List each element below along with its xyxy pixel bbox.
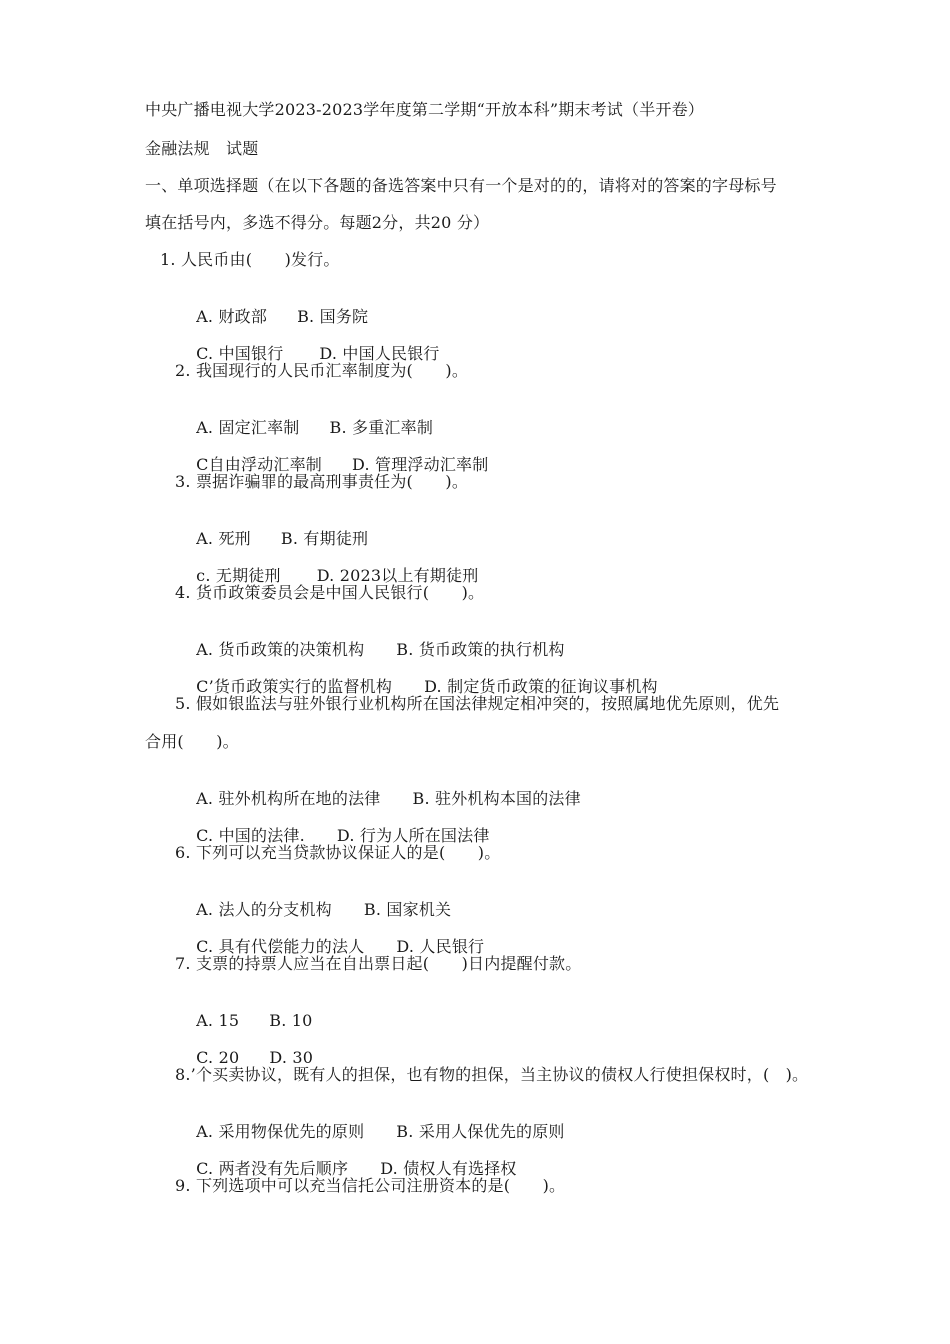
question-3: 3. 票据诈骗罪的最高刑事责任为( )。 xyxy=(175,472,469,491)
option-d: D. 制定货币政策的征询议事机构 xyxy=(424,677,658,696)
option-a: A. 死刑 xyxy=(196,529,251,548)
option-b: B. 国家机关 xyxy=(363,900,452,919)
option-b: B. 采用人保优先的原则 xyxy=(396,1122,565,1141)
option-d: D. 中国人民银行 xyxy=(319,344,440,363)
option-b: B. 国务院 xyxy=(297,307,369,326)
option-b: B. 驻外机构本国的法律 xyxy=(412,789,581,808)
option-a: A. 法人的分支机构 xyxy=(196,900,332,919)
question-6: 6. 下列可以充当贷款协议保证人的是( )。 xyxy=(175,843,501,862)
option-b: B. 10 xyxy=(269,1011,313,1030)
question-1: 1. 人民币由( )发行。 xyxy=(160,250,340,269)
option-c: C’货币政策实行的监督机构 xyxy=(196,677,393,696)
option-c: C自由浮动汇率制 xyxy=(196,455,322,474)
option-a: A. 采用物保优先的原则 xyxy=(196,1122,365,1141)
option-c: C. 20 xyxy=(196,1048,240,1067)
question-2: 2. 我国现行的人民币汇率制度为( )。 xyxy=(175,361,469,380)
option-c: C. 两者没有先后顺序 xyxy=(196,1159,349,1178)
option-d: D. 30 xyxy=(269,1048,314,1067)
option-b: B. 有期徒刑 xyxy=(280,529,369,548)
option-d: D. 2023以上有期徒刑 xyxy=(316,566,479,585)
option-c: C. 中国银行 xyxy=(196,344,284,363)
exam-title: 中央广播电视大学2023-2023学年度第二学期“开放本科”期末考试（半开卷） xyxy=(145,100,705,119)
option-b: B. 货币政策的执行机构 xyxy=(396,640,565,659)
section-heading-cont: 填在括号内，多选不得分。每题2分，共20 分） xyxy=(145,213,490,232)
question-5-cont: 合用( )。 xyxy=(145,732,239,751)
option-a: A. 驻外机构所在地的法律 xyxy=(196,789,381,808)
option-c: C. 具有代偿能力的法人 xyxy=(196,937,365,956)
section-heading: 一、单项选择题（在以下各题的备选答案中只有一个是对的的，请将对的答案的字母标号 xyxy=(145,176,777,195)
option-d: D. 行为人所在国法律 xyxy=(336,826,490,845)
option-d: D. 管理浮动汇率制 xyxy=(352,455,489,474)
question-5: 5. 假如银监法与驻外银行业机构所在国法律规定相冲突的，按照属地优先原则，优先 xyxy=(175,694,780,713)
option-a: A. 固定汇率制 xyxy=(196,418,300,437)
option-a: A. 货币政策的决策机构 xyxy=(196,640,365,659)
option-a: A. 财政部 xyxy=(196,307,268,326)
option-d: D. 人民银行 xyxy=(396,937,485,956)
question-8: 8.’个买卖协议，既有人的担保，也有物的担保，当主协议的债权人行使担保权时，( )。 xyxy=(175,1065,809,1084)
option-d: D. 债权人有选择权 xyxy=(380,1159,517,1178)
question-4: 4. 货币政策委员会是中国人民银行( )。 xyxy=(175,583,485,602)
option-b: B. 多重汇率制 xyxy=(329,418,434,437)
question-9: 9. 下列选项中可以充当信托公司注册资本的是( )。 xyxy=(175,1176,566,1195)
option-a: A. 15 xyxy=(196,1011,240,1030)
question-7: 7. 支票的持票人应当在自出票日起( )日内提醒付款。 xyxy=(175,954,582,973)
option-c: c. 无期徒刑 xyxy=(196,566,281,585)
exam-subject: 金融法规 试题 xyxy=(145,139,259,158)
option-c: C. 中国的法律. xyxy=(196,826,305,845)
